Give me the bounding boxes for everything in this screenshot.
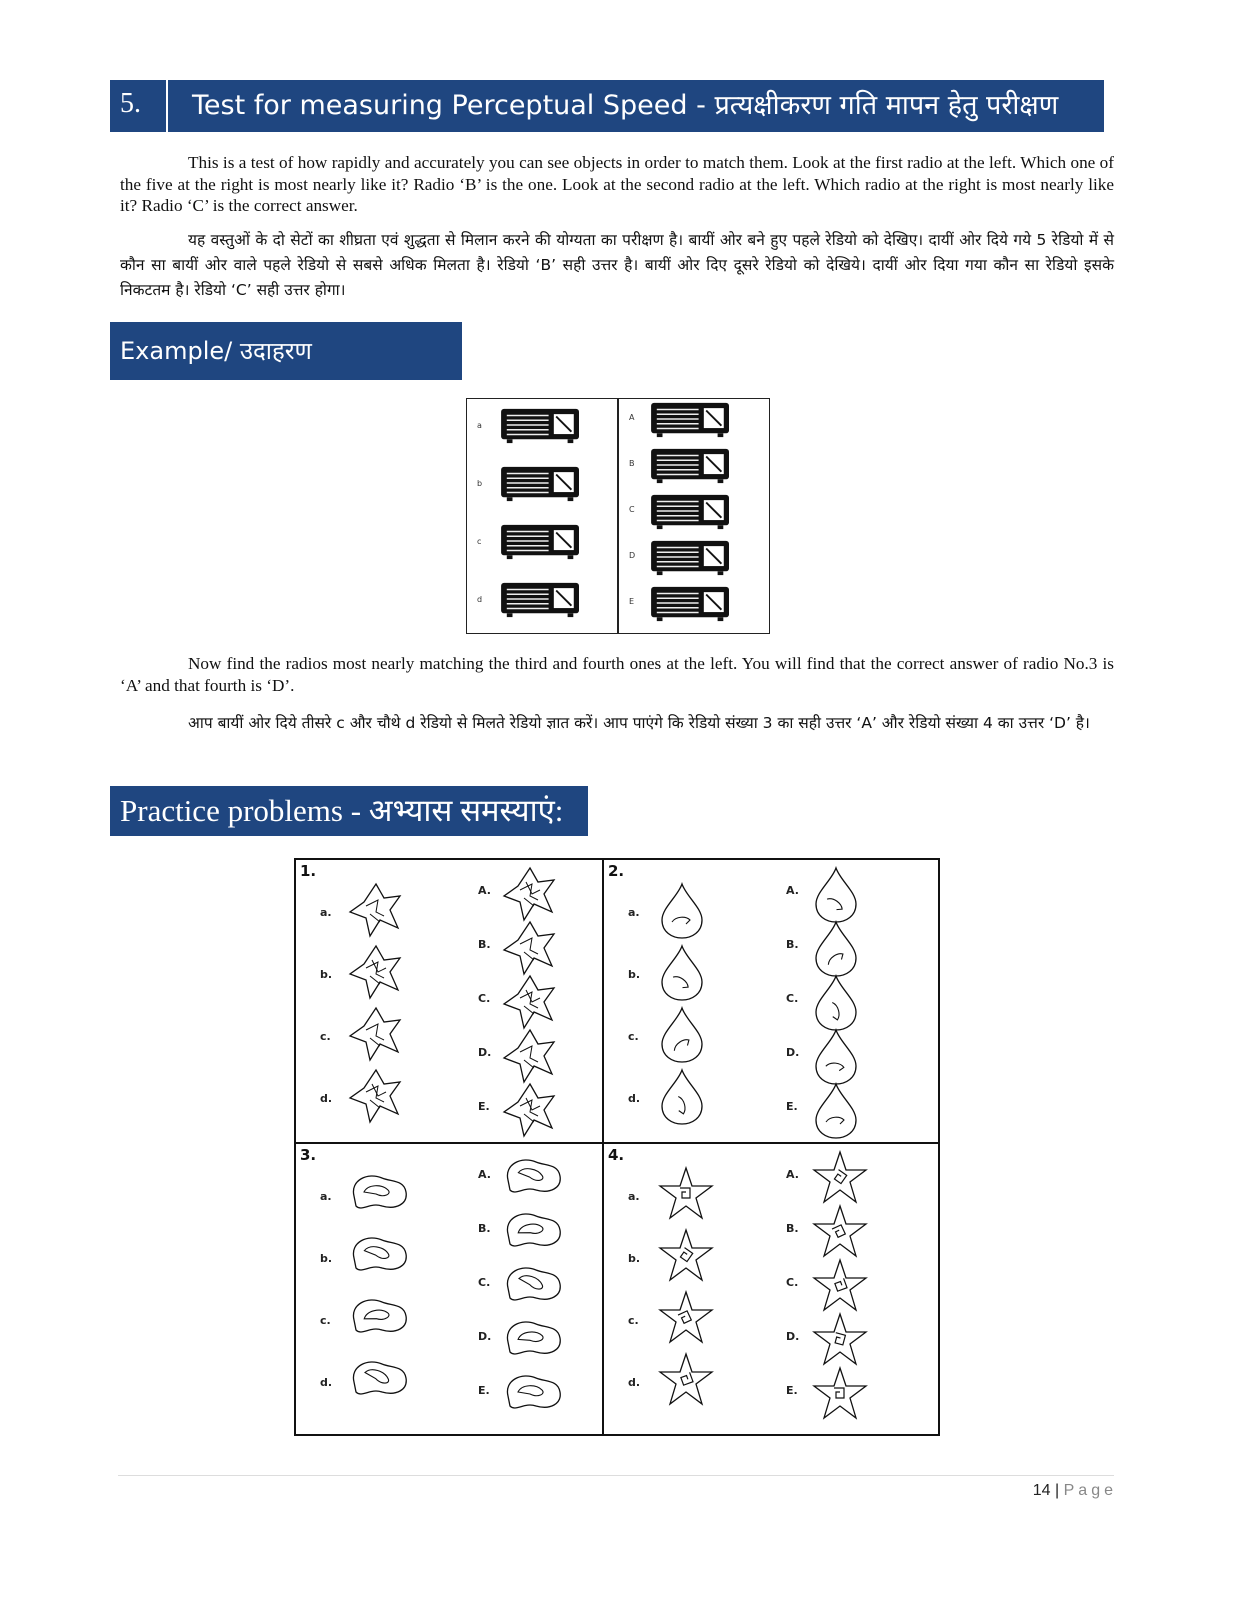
problem-number: 1. xyxy=(300,862,317,880)
option-label: b. xyxy=(320,968,333,981)
radio-icon xyxy=(497,523,585,561)
option-label: E. xyxy=(478,1384,490,1397)
star-burst-icon xyxy=(348,944,408,1002)
example-radio-figure xyxy=(466,398,770,634)
option-label: d. xyxy=(320,1092,333,1105)
option-label: B. xyxy=(478,938,491,951)
star-icon xyxy=(810,1312,870,1370)
footer-separator: | xyxy=(1055,1482,1060,1499)
option-label: C. xyxy=(786,992,799,1005)
grid-horizontal-line xyxy=(296,1142,938,1144)
radio-icon xyxy=(497,407,585,445)
star-icon xyxy=(810,1204,870,1262)
star-icon xyxy=(656,1228,716,1286)
option-label: D. xyxy=(786,1330,800,1343)
option-label: c. xyxy=(628,1030,639,1043)
drop-icon xyxy=(810,1082,870,1140)
option-label: C. xyxy=(478,992,491,1005)
drop-icon xyxy=(656,944,716,1002)
drop-icon xyxy=(656,1068,716,1126)
star-icon xyxy=(656,1352,716,1410)
kidney-icon xyxy=(348,1166,408,1224)
example-right-label: A xyxy=(629,413,635,422)
star-burst-icon xyxy=(502,866,562,924)
figure-divider xyxy=(617,399,619,633)
star-icon xyxy=(656,1166,716,1224)
example-left-label: a xyxy=(477,421,482,430)
intro-english-text: This is a test of how rapidly and accurately you can see objects in order to match them. Look at the first radio at the left. Which one of the five at the right is most nearly like it? Radio ‘B’ is the one. Look at the second radio at the left. Which radio at the right is most nearly like it? Radio ‘C’ is the correct answer. xyxy=(120,153,1114,215)
problem-number: 2. xyxy=(608,862,625,880)
grid-vertical-line xyxy=(602,860,604,1434)
option-label: A. xyxy=(478,884,491,897)
kidney-icon xyxy=(502,1312,562,1370)
star-burst-icon xyxy=(502,1028,562,1086)
kidney-icon xyxy=(348,1228,408,1286)
star-icon xyxy=(810,1258,870,1316)
example-right-label: D xyxy=(629,551,636,560)
drop-icon xyxy=(656,1006,716,1064)
option-label: A. xyxy=(786,1168,799,1181)
problem-number: 3. xyxy=(300,1146,317,1164)
option-label: C. xyxy=(478,1276,491,1289)
example-heading: Example/ उदाहरण xyxy=(110,322,462,380)
example-left-label: b xyxy=(477,479,483,488)
option-label: b. xyxy=(628,968,641,981)
footer-rule xyxy=(118,1475,1114,1476)
practice-heading: Practice problems - अभ्यास समस्याएं: xyxy=(110,786,588,836)
practice-problems-grid xyxy=(294,858,940,1436)
section-5-header xyxy=(110,80,1104,132)
example-right-label: B xyxy=(629,459,635,468)
option-label: B. xyxy=(786,938,799,951)
option-label: a. xyxy=(320,1190,332,1203)
drop-icon xyxy=(810,974,870,1032)
star-burst-icon xyxy=(348,1006,408,1064)
option-label: c. xyxy=(320,1030,331,1043)
option-label: E. xyxy=(478,1100,490,1113)
after-example-english xyxy=(120,653,1114,696)
option-label: B. xyxy=(478,1222,491,1235)
option-label: E. xyxy=(786,1100,798,1113)
intro-english xyxy=(120,152,1114,217)
option-label: d. xyxy=(320,1376,333,1389)
intro-hindi xyxy=(120,228,1114,303)
option-label: a. xyxy=(628,906,640,919)
option-label: d. xyxy=(628,1376,641,1389)
star-burst-icon xyxy=(502,1082,562,1140)
radio-icon xyxy=(647,539,735,577)
drop-icon xyxy=(810,920,870,978)
after-example-hindi xyxy=(120,711,1114,736)
option-label: b. xyxy=(628,1252,641,1265)
option-label: D. xyxy=(478,1330,492,1343)
intro-hindi-text: यह वस्तुओं के दो सेटों का शीघ्रता एवं शुद्धता से मिलान करने की योग्यता का परीक्षण है। बायीं ओर बने हुए पहले रेडियो को देखिए। दायीं ओर दिये गये 5 रेडियो में से कौन सा बायीं ओर वाले पहले रेडियो से सबसे अधिक मिलता है। रेडियो ‘B’ सही उत्तर है। बायीं ओर दिए दूसरे रेडियो को देखिये। दायीं ओर दिया गया कौन सा रेडियो इसके निकटतम है। रेडियो ‘C’ सही उत्तर होगा। xyxy=(120,231,1114,299)
radio-icon xyxy=(647,447,735,485)
option-label: C. xyxy=(786,1276,799,1289)
radio-icon xyxy=(497,581,585,619)
problem-number: 4. xyxy=(608,1146,625,1164)
radio-icon xyxy=(647,493,735,531)
option-label: a. xyxy=(320,906,332,919)
radio-icon xyxy=(497,465,585,503)
section-title: Test for measuring Perceptual Speed - प्रत्यक्षीकरण गति मापन हेतु परीक्षण xyxy=(192,90,1059,121)
kidney-icon xyxy=(502,1204,562,1262)
option-label: c. xyxy=(320,1314,331,1327)
option-label: A. xyxy=(478,1168,491,1181)
radio-icon xyxy=(647,585,735,623)
star-icon xyxy=(810,1366,870,1424)
example-right-label: E xyxy=(629,597,635,606)
option-label: d. xyxy=(628,1092,641,1105)
option-label: B. xyxy=(786,1222,799,1235)
kidney-icon xyxy=(502,1150,562,1208)
section-number: 5. xyxy=(110,80,168,132)
option-label: a. xyxy=(628,1190,640,1203)
example-left-label: c xyxy=(477,537,482,546)
example-right-label: C xyxy=(629,505,635,514)
star-icon xyxy=(656,1290,716,1348)
page-number: 14 xyxy=(1032,1482,1051,1499)
star-burst-icon xyxy=(348,1068,408,1126)
option-label: A. xyxy=(786,884,799,897)
star-burst-icon xyxy=(502,920,562,978)
drop-icon xyxy=(810,866,870,924)
star-icon xyxy=(810,1150,870,1208)
option-label: c. xyxy=(628,1314,639,1327)
option-label: b. xyxy=(320,1252,333,1265)
option-label: D. xyxy=(786,1046,800,1059)
kidney-icon xyxy=(348,1352,408,1410)
star-burst-icon xyxy=(348,882,408,940)
kidney-icon xyxy=(348,1290,408,1348)
after-example-english-text: Now find the radios most nearly matching the third and fourth ones at the left. You will find that the correct answer of radio No.3 is ‘A’ and that fourth is ‘D’. xyxy=(120,654,1114,695)
option-label: D. xyxy=(478,1046,492,1059)
star-burst-icon xyxy=(502,974,562,1032)
kidney-icon xyxy=(502,1258,562,1316)
radio-icon xyxy=(647,401,735,439)
page-footer xyxy=(1033,1482,1117,1500)
drop-icon xyxy=(810,1028,870,1086)
kidney-icon xyxy=(502,1366,562,1424)
after-example-hindi-text: आप बायीं ओर दिये तीसरे c और चौथे d रेडियो से मिलते रेडियो ज्ञात करें। आप पाएंगे कि रेडियो संख्या 3 का सही उत्तर ‘A’ और रेडियो संख्या 4 का उत्तर ‘D’ है। xyxy=(188,714,1090,732)
example-left-label: d xyxy=(477,595,483,604)
drop-icon xyxy=(656,882,716,940)
option-label: E. xyxy=(786,1384,798,1397)
page-word: Page xyxy=(1063,1482,1117,1499)
